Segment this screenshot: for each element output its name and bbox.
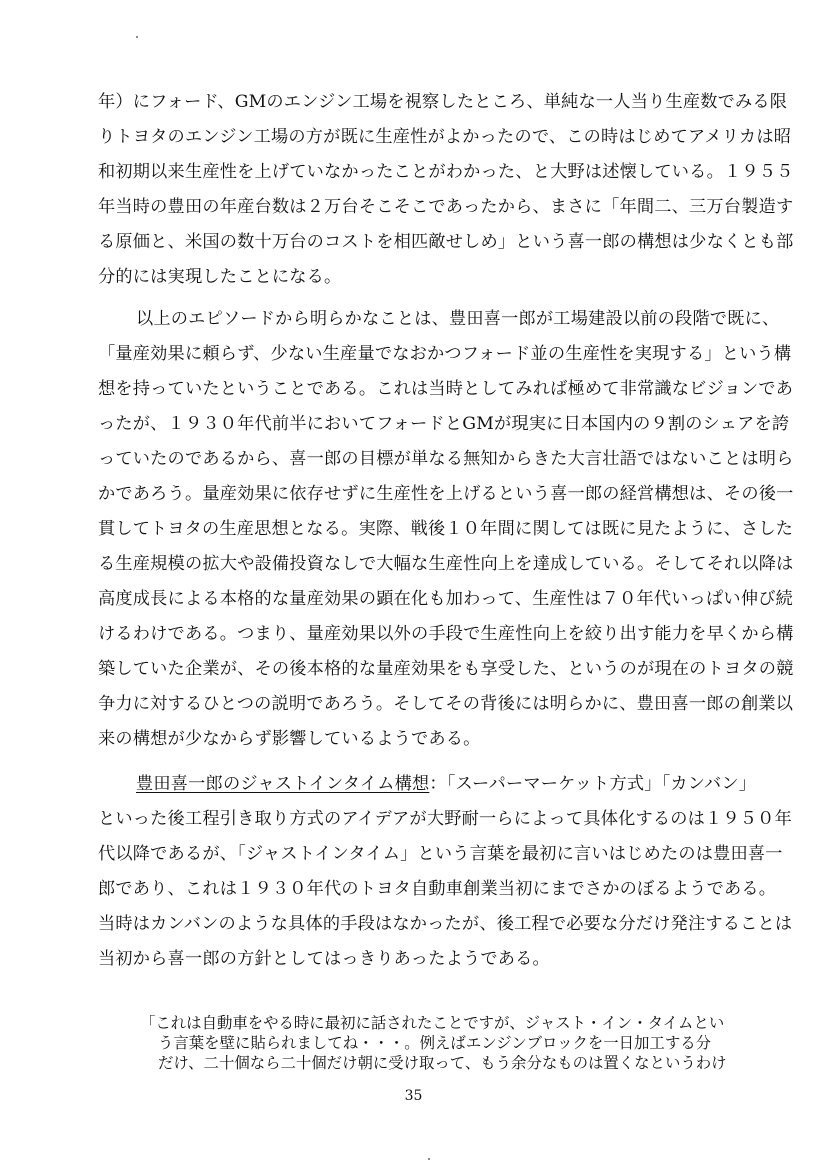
page-number: 35 [404, 1088, 423, 1104]
text-line: りトヨタのエンジン工場の方が既に生産性がよかったので、この時はじめてアメリカは昭 [98, 127, 792, 147]
text-line: 当時はカンバンのような具体的手段はなかったが、後工程で必要な分だけ発注することは [98, 914, 793, 934]
text-line: 高度成長による本格的な量産効果の顕在化も加わって、生産性は７０年代いっぱい伸び続 [98, 589, 793, 609]
text-line: 想を持っていたということである。これは当時としてみれば極めて非常識なビジョンであ [98, 379, 794, 399]
text-line: けるわけである。つまり、量産効果以外の手段で生産性向上を絞り出す能力を早くから構 [98, 624, 794, 644]
text-line: る生産規模の拡大や設備投資なしで大幅な生産性向上を達成している。そしてそれ以降は [98, 554, 794, 574]
text-line: る原価と、米国の数十万台のコストを相匹敵せしめ」という喜一郎の構想は少なくとも部 [98, 232, 794, 252]
text-span: ：「スーパーマーケット方式」「カンバン」 [429, 774, 757, 794]
text-line: 郎であり、これは１９３０年代のトヨタ自動車創業当初にまでさかのぼるようである。 [98, 879, 777, 899]
text-line: といった後工程引き取り方式のアイデアが大野耐一らによって具体化するのは１９５０年 [98, 809, 792, 829]
text-line: 当初から喜一郎の方針としてはっきりあったようである。 [98, 949, 550, 969]
text-line: っていたのであるから、喜一郎の目標が単なる無知からきた大言壮語ではないことは明ら [98, 449, 794, 469]
text-line: 代以降であるが、「ジャストインタイム」という言葉を最初に言いはじめたのは豊田喜一 [98, 844, 783, 864]
quote-line: 「これは自動車をやる時に最初に話されたことですが、ジャスト・イン・タイムとい [140, 1014, 725, 1032]
text-line [136, 774, 768, 794]
text-line: 貫してトヨタの生産思想となる。実際、戦後１０年間に関しては既に見たように、さした [98, 519, 794, 539]
text-line: 築していた企業が、その後本格的な量産効果をも享受した、というのが現在のトヨタの競 [98, 659, 794, 679]
text-line: 年当時の豊田の年産台数は２万台そこそこであったから、まさに「年間二、三万台製造す [98, 197, 794, 217]
text-line: 和初期以来生産性を上げていなかったことがわかった、と大野は述懐している。１９５５ [98, 162, 794, 182]
text-line: 年）にフォード、GMのエンジン工場を視察したところ、単純な一人当り生産数でみる限 [98, 92, 788, 112]
scan-speck [136, 36, 138, 38]
text-line: 争力に対するひとつの説明であろう。そしてその背後には明らかに、豊田喜一郎の創業以 [98, 694, 794, 714]
text-line: ったが、１９３０年代前半においてフォードとGMが現実に日本国内の９割のシェアを誇 [98, 414, 790, 434]
scan-speck [428, 1158, 430, 1160]
quote-line: だけ、二十個なら二十個だけ朝に受け取って、もう余分なものは置くなというわけ [158, 1054, 727, 1072]
text-line: 以上のエピソードから明らかなことは、豊田喜一郎が工場建設以前の段階で既に、 [136, 309, 780, 329]
text-line: 来の構想が少なからず影響しているようである。 [98, 729, 481, 749]
text-line: かであろう。量産効果に依存せずに生産性を上げるという喜一郎の経営構想は、その後一 [98, 484, 794, 504]
text-line: 分的には実現したことになる。 [98, 267, 342, 287]
text-line: 「量産効果に頼らず、少ない生産量でなおかつフォード並の生産性を実現する」という構 [98, 344, 792, 364]
quote-line: う言葉を壁に貼られましてね・・・。例えばエンジンブロックを一日加工する分 [158, 1034, 711, 1052]
section-heading: 豊田喜一郎のジャストインタイム構想 [136, 774, 430, 794]
